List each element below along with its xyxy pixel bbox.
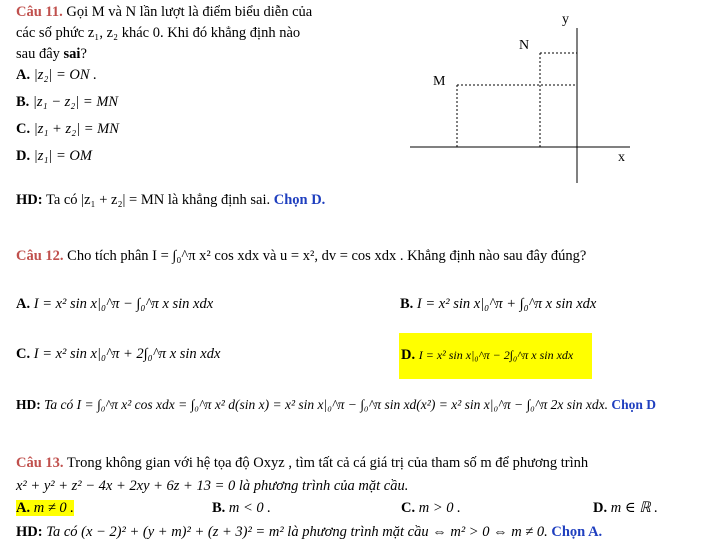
q11-stem-3: sau đây [16,46,60,62]
option-key: D. [16,148,31,164]
option-key: C. [401,500,416,516]
option-text: m < 0 . [228,500,271,516]
q13-stem-2: x² + y² + z² − 4x + 2xy + 6z + 13 = 0 là phương trình của mặt cầu. [16,478,409,494]
option-text: I = x² sin x|₀^π − 2∫₀^π x sin xdx [418,348,574,362]
option-text: m ∈ ℝ . [610,500,658,516]
q12-label: Câu 12. [16,248,64,264]
option-key: B. [16,94,30,110]
q11-stem-3b: sai [63,46,81,62]
q13-option-a-highlight [16,500,74,516]
hd-text: Ta có |z₁ + z₂| = MN là khẳng định sai. [45,192,271,208]
q11-option-b [16,94,118,111]
hd-text: Ta có I = ∫₀^π x² cos xdx = ∫₀^π x² d(sin x) = x² sin x|₀^π − ∫₀^π sin xd(x²) = x² sin x|₀^π − ∫₀^π 2x sin xdx. [44,397,609,412]
option-key: A. [16,296,31,312]
q11-stem-1: Gọi M và N lần lượt là điểm biểu diễn của [66,4,313,20]
q13-option-b [212,500,271,517]
q13-option-c [401,500,461,517]
q11-option-c [16,121,119,138]
point-n-label: N [519,38,530,53]
x-axis-label: x [618,150,625,165]
option-text: |z₁ + z₂| = MN [33,121,119,137]
q11-option-a [16,67,97,84]
q12-option-c [16,346,220,363]
q12-option-b [400,296,596,313]
q11-stem-3c: ? [80,46,87,62]
option-key: D. [401,347,416,363]
hd-choice: Chọn D [611,397,657,412]
q11-stem-2: các số phức z₁, z₂ khác 0. Khi đó khẳng định nào [16,25,301,41]
q12-stem-line [16,248,586,265]
q12-solution [16,397,656,413]
option-text: |z₁| = OM [33,148,92,164]
point-m-label: M [433,74,446,89]
hd-choice: Chọn A. [551,524,603,540]
q13-option-d [593,500,658,517]
option-key: A. [16,500,31,516]
y-axis-label: y [562,12,569,27]
option-text: |z₂| = ON . [33,67,97,83]
q13-option-a [16,500,74,517]
hd-text: Ta có (x − 2)² + (y + m)² + (z + 3)² = m² là phương trình mặt cầu ⇔ m² > 0 ⇔ m ≠ 0. [46,524,548,540]
q11-option-d [16,148,92,165]
q11-label: Câu 11. [16,4,63,20]
option-text: m > 0 . [418,500,461,516]
complex-plane-figure [400,8,640,188]
q13-line1 [16,455,588,472]
q11-line3 [16,46,87,63]
option-text: I = x² sin x|₀^π + ∫₀^π x sin xdx [416,296,597,312]
option-text: I = x² sin x|₀^π + 2∫₀^π x sin xdx [33,346,221,362]
hd-label: HD: [16,524,43,540]
q13-label: Câu 13. [16,455,64,471]
q12-option-a [16,296,213,313]
hd-label: HD: [16,192,43,208]
option-key: A. [16,67,31,83]
hd-label: HD: [16,397,41,412]
option-key: B. [212,500,226,516]
q11-solution [16,192,325,209]
option-key: C. [16,346,31,362]
option-text: m ≠ 0 . [33,500,74,516]
option-text: I = x² sin x|₀^π − ∫₀^π x sin xdx [33,296,214,312]
option-text: |z₁ − z₂| = MN [32,94,119,110]
q13-stem-1: Trong không gian với hệ tọa độ Oxyz , tìm tất cả cá giá trị của tham số m để phương trình [66,455,589,471]
hd-choice: Chọn D. [273,192,326,208]
q13-solution [16,524,602,541]
option-key: D. [593,500,608,516]
option-key: B. [400,296,414,312]
q12-stem: Cho tích phân I = ∫₀^π x² cos xdx và u = x², dv = cos xdx . Khẳng định nào sau đây đúng? [67,248,587,264]
q11-line1 [16,4,312,21]
option-key: C. [16,121,31,137]
q12-option-d-highlighted [399,333,592,379]
